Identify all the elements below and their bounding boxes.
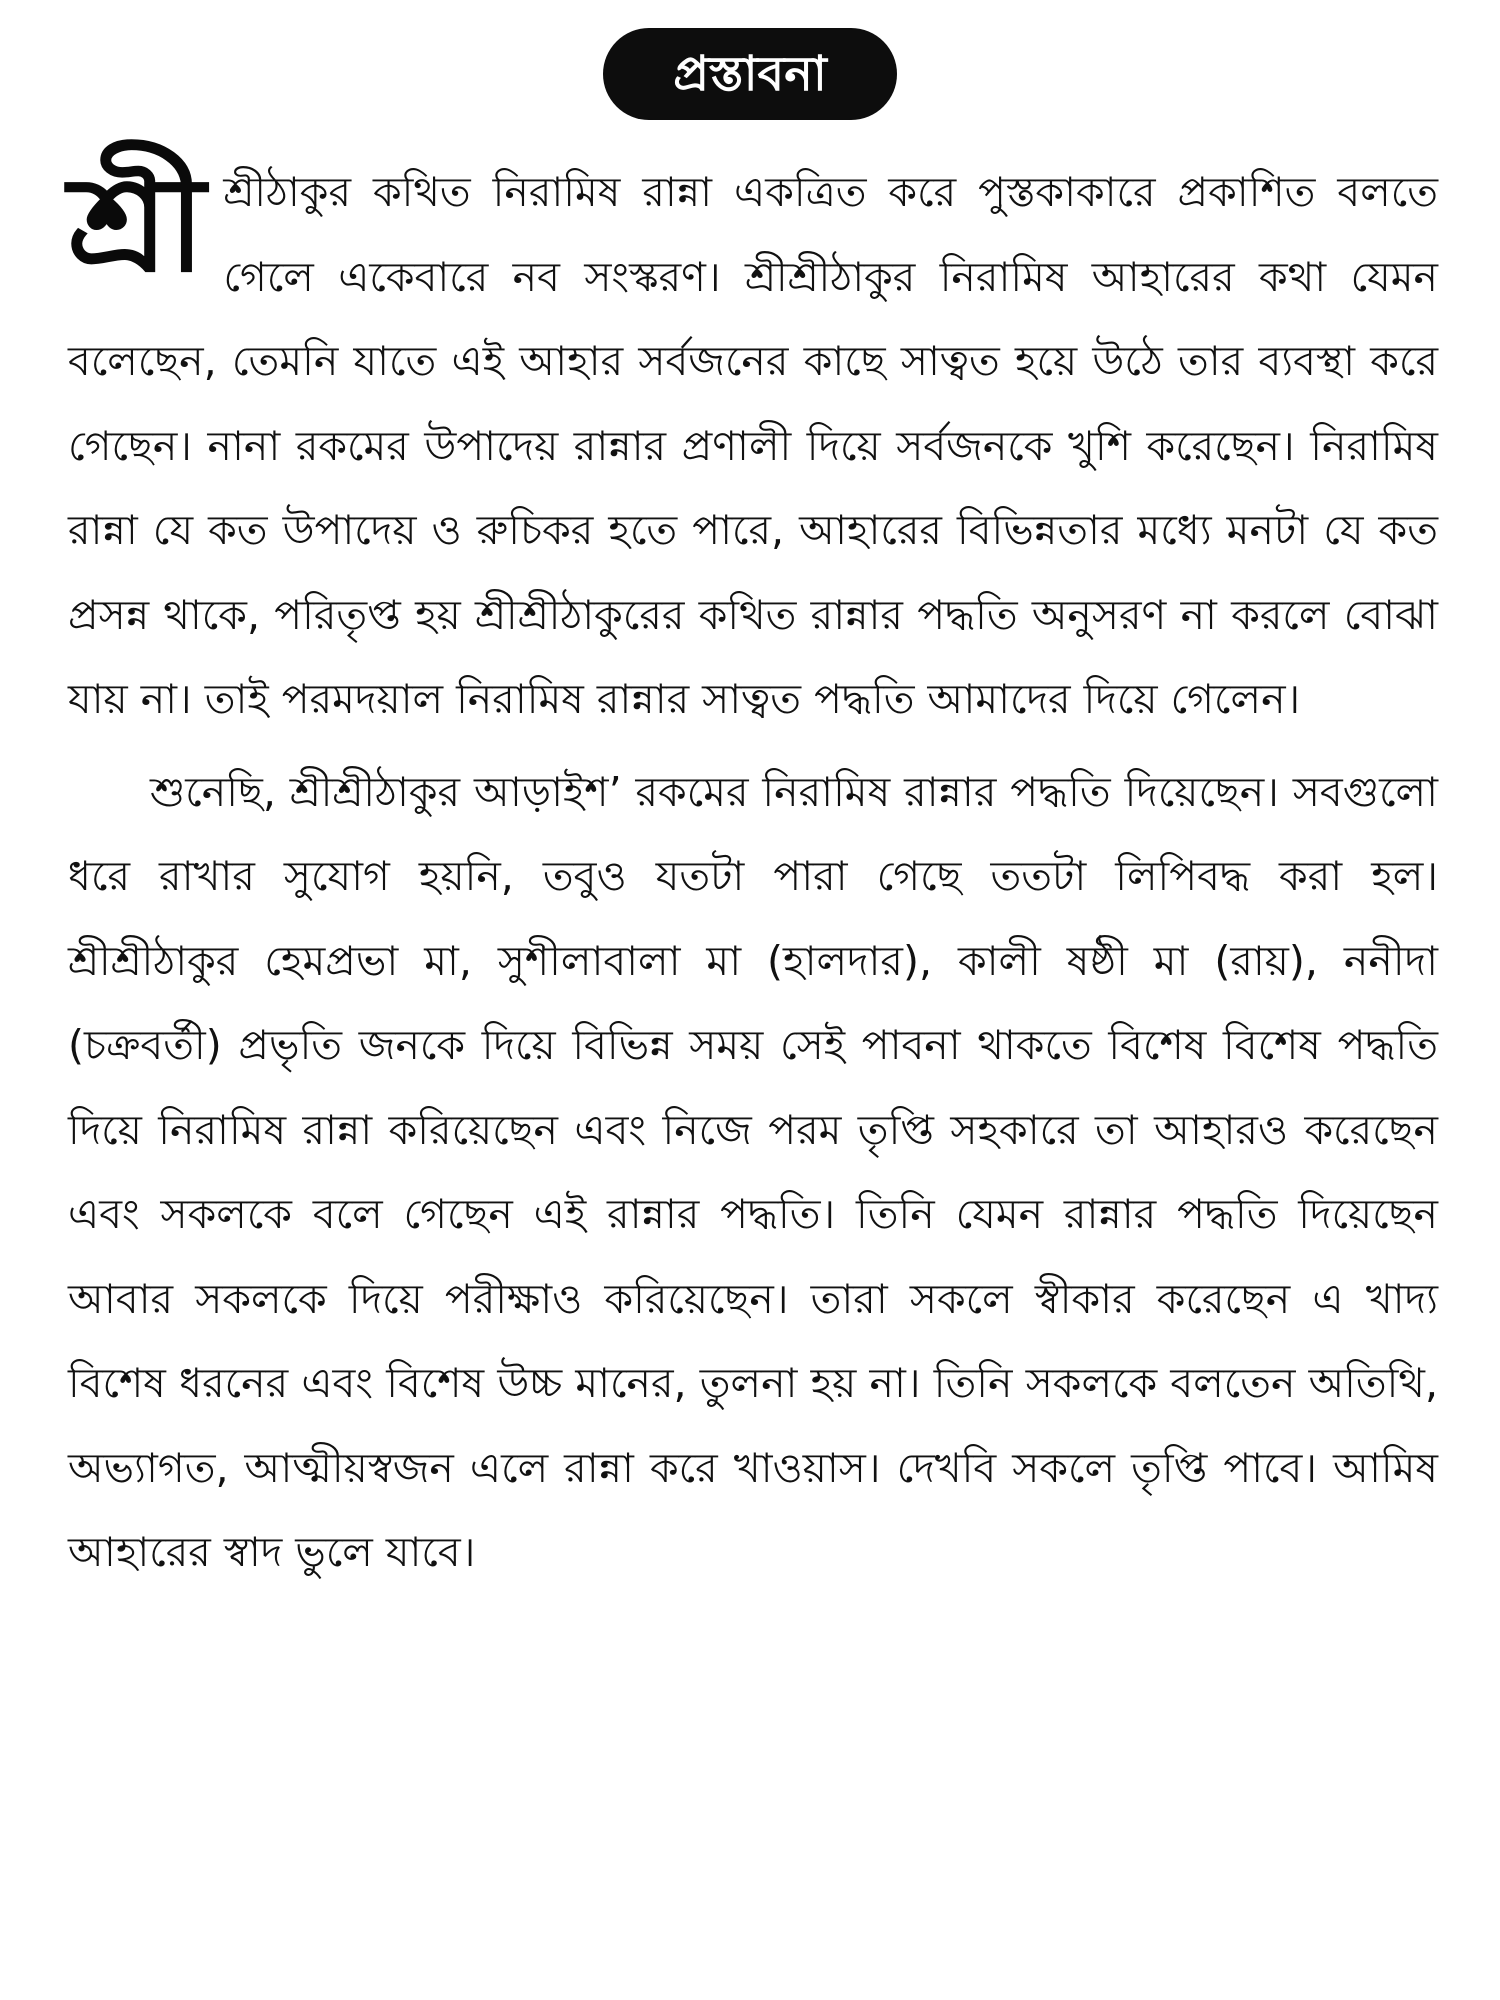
paragraph-1: শ্রীঠাকুর কথিত নিরামিষ রান্না একত্রিত করে পুস্তকাকারে প্রকাশিত বলতে গেলে একেবারে নব সংস্করণ। শ্রীশ্রীঠাকুর নিরামিষ আহারের কথা যেমন বলেছেন, তেমনি যাতে এই আহার সর্বজনের কাছে সাত্বত হয়ে উঠে তার ব্যবস্থা করে গেছেন। নানা রকমের উপাদেয় রান্নার প্রণালী দিয়ে সর্বজনকে খুশি করেছেন। নিরামিষ রান্না যে কত উপাদেয় ও রুচিকর হতে পারে, আহারের বিভিন্নতার মধ্যে মনটা যে কত প্রসন্ন থাকে, পরিতৃপ্ত হয় শ্রীশ্রীঠাকুরের কথিত রান্নার পদ্ধতি অনুসরণ না করলে বোঝা যায় না। তাই পরমদয়াল নিরামিষ রান্নার সাত্বত পদ্ধতি আমাদের দিয়ে গেলেন। [68,168,1438,723]
drop-cap: শ্রী [68,148,206,302]
page-title: প্রস্তাবনা [603,28,897,120]
preface-body [68,150,1438,1595]
paragraph-2: শুনেছি, শ্রীশ্রীঠাকুর আড়াইশ’ রকমের নিরামিষ রান্নার পদ্ধতি দিয়েছেন। সবগুলো ধরে রাখার সুযোগ হয়নি, তবুও যতটা পারা গেছে ততটা লিপিবদ্ধ করা হল। শ্রীশ্রীঠাকুর হেমপ্রভা মা, সুশীলাবালা মা (হালদার), কালী ষষ্ঠী মা (রায়), ননীদা (চক্রবর্তী) প্রভৃতি জনকে দিয়ে বিভিন্ন সময় সেই পাবনা থাকতে বিশেষ বিশেষ পদ্ধতি দিয়ে নিরামিষ রান্না করিয়েছেন এবং নিজে পরম তৃপ্তি সহকারে তা আহারও করেছেন এবং সকলকে বলে গেছেন এই রান্নার পদ্ধতি। তিনি যেমন রান্নার পদ্ধতি দিয়েছেন আবার সকলকে দিয়ে পরীক্ষাও করিয়েছেন। তারা সকলে স্বীকার করেছেন এ খাদ্য বিশেষ ধরনের এবং বিশেষ উচ্চ মানের, তুলনা হয় না। তিনি সকলকে বলতেন অতিথি, অভ্যাগত, আত্মীয়স্বজন এলে রান্না করে খাওয়াস। দেখবি সকলে তৃপ্তি পাবে। আমিষ আহারের স্বাদ ভুলে যাবে। [68,767,1438,1576]
title-banner [0,28,1500,120]
